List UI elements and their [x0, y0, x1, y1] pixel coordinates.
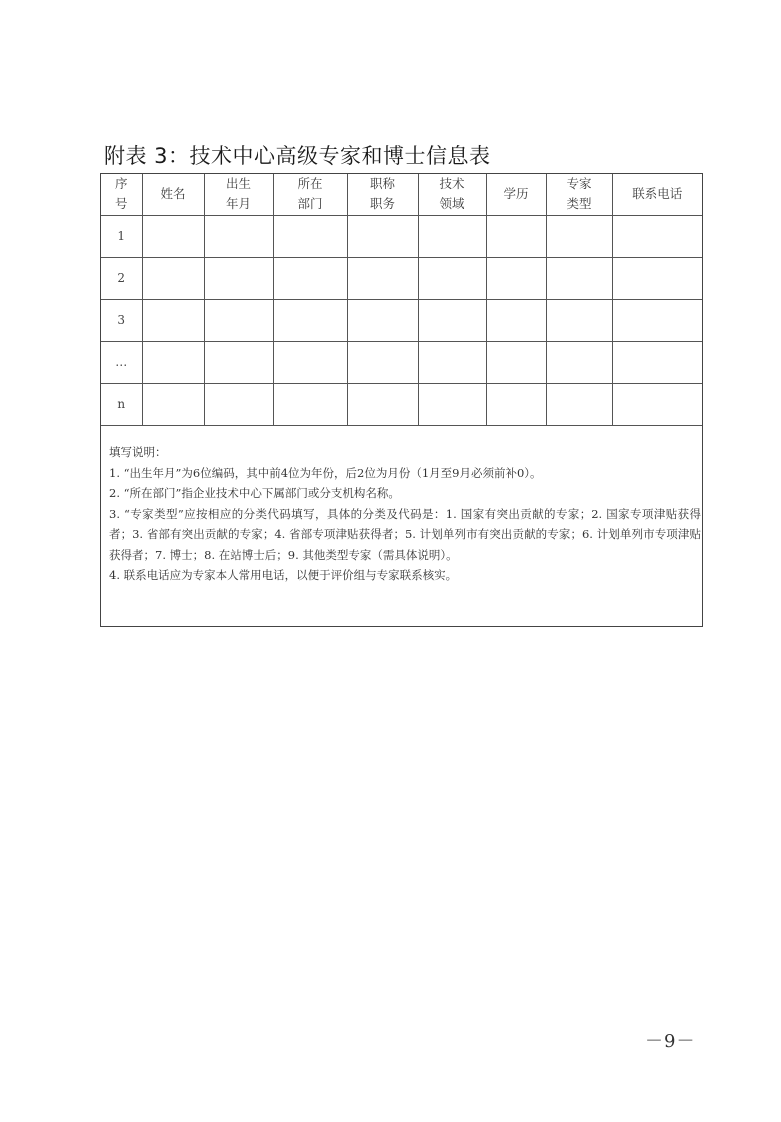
- table-row: [101, 341, 702, 383]
- cell-department: [273, 341, 347, 383]
- cell-title: [347, 299, 418, 341]
- header-cell-field: 技术 领域: [418, 174, 486, 215]
- info-table-frame: [100, 173, 703, 627]
- cell-expert-type: [546, 257, 612, 299]
- header-cell-serial: 序 号: [101, 174, 142, 215]
- row-number: …: [101, 341, 142, 383]
- cell-phone: [612, 257, 702, 299]
- cell-phone: [612, 341, 702, 383]
- cell-field: [418, 383, 486, 425]
- cell-education: [486, 341, 546, 383]
- table-row: [101, 383, 702, 425]
- cell-department: [273, 299, 347, 341]
- cell-expert-type: [546, 215, 612, 257]
- instructions-block: [109, 442, 701, 586]
- table-header-row: [101, 174, 702, 215]
- cell-title: [347, 383, 418, 425]
- cell-education: [486, 215, 546, 257]
- header-cell-department: 所在 部门: [273, 174, 347, 215]
- cell-birth: [204, 215, 273, 257]
- cell-title: [347, 341, 418, 383]
- instruction-item-1: 1. “出生年月”为6位编码，其中前4位为年份，后2位为月份（1月至9月必须前补0）。: [109, 465, 542, 480]
- cell-name: [142, 341, 204, 383]
- cell-phone: [612, 299, 702, 341]
- table-row: [101, 215, 702, 257]
- cell-field: [418, 257, 486, 299]
- instruction-item-3: 3. “专家类型”应按相应的分类代码填写，具体的分类及代码是：1. 国家有突出贡献的专家；2. 国家专项津贴获得者；3. 省部有突出贡献的专家；4. 省部专项津贴获得者；5. 计划单列市有突出贡献的专家；6. 计划单列市专项津贴获得者；7. 博士；8. 在站博士后；9. 其他类型专家（需具体说明）。: [109, 506, 701, 562]
- header-cell-title: 职称 职务: [347, 174, 418, 215]
- cell-field: [418, 215, 486, 257]
- cell-title: [347, 257, 418, 299]
- row-number: 1: [101, 215, 142, 257]
- cell-education: [486, 257, 546, 299]
- cell-name: [142, 383, 204, 425]
- row-number: 3: [101, 299, 142, 341]
- header-cell-birth: 出生 年月: [204, 174, 273, 215]
- cell-phone: [612, 383, 702, 425]
- header-cell-education: 学历: [486, 174, 546, 215]
- cell-field: [418, 341, 486, 383]
- cell-name: [142, 215, 204, 257]
- header-cell-name: 姓名: [142, 174, 204, 215]
- document-title: 附表 3：技术中心高级专家和博士信息表: [104, 144, 491, 168]
- cell-birth: [204, 257, 273, 299]
- cell-expert-type: [546, 299, 612, 341]
- table-row: [101, 299, 702, 341]
- cell-birth: [204, 383, 273, 425]
- cell-title: [347, 215, 418, 257]
- cell-department: [273, 383, 347, 425]
- row-number: 2: [101, 257, 142, 299]
- instruction-item-4: 4. 联系电话应为专家本人常用电话，以便于评价组与专家联系核实。: [109, 568, 458, 582]
- page-number: －9－: [645, 1031, 696, 1052]
- cell-birth: [204, 299, 273, 341]
- cell-department: [273, 215, 347, 257]
- header-cell-expert-type: 专家 类型: [546, 174, 612, 215]
- header-cell-phone: 联系电话: [612, 174, 702, 215]
- cell-department: [273, 257, 347, 299]
- cell-education: [486, 383, 546, 425]
- table-row: [101, 257, 702, 299]
- cell-expert-type: [546, 341, 612, 383]
- cell-education: [486, 299, 546, 341]
- expert-info-table: [101, 174, 702, 426]
- cell-field: [418, 299, 486, 341]
- instructions-heading: 填写说明：: [109, 445, 167, 459]
- cell-phone: [612, 215, 702, 257]
- cell-name: [142, 257, 204, 299]
- cell-expert-type: [546, 383, 612, 425]
- row-number: n: [101, 383, 142, 425]
- cell-birth: [204, 341, 273, 383]
- cell-name: [142, 299, 204, 341]
- instruction-item-2: 2. “所在部门”指企业技术中心下属部门或分支机构名称。: [109, 486, 400, 500]
